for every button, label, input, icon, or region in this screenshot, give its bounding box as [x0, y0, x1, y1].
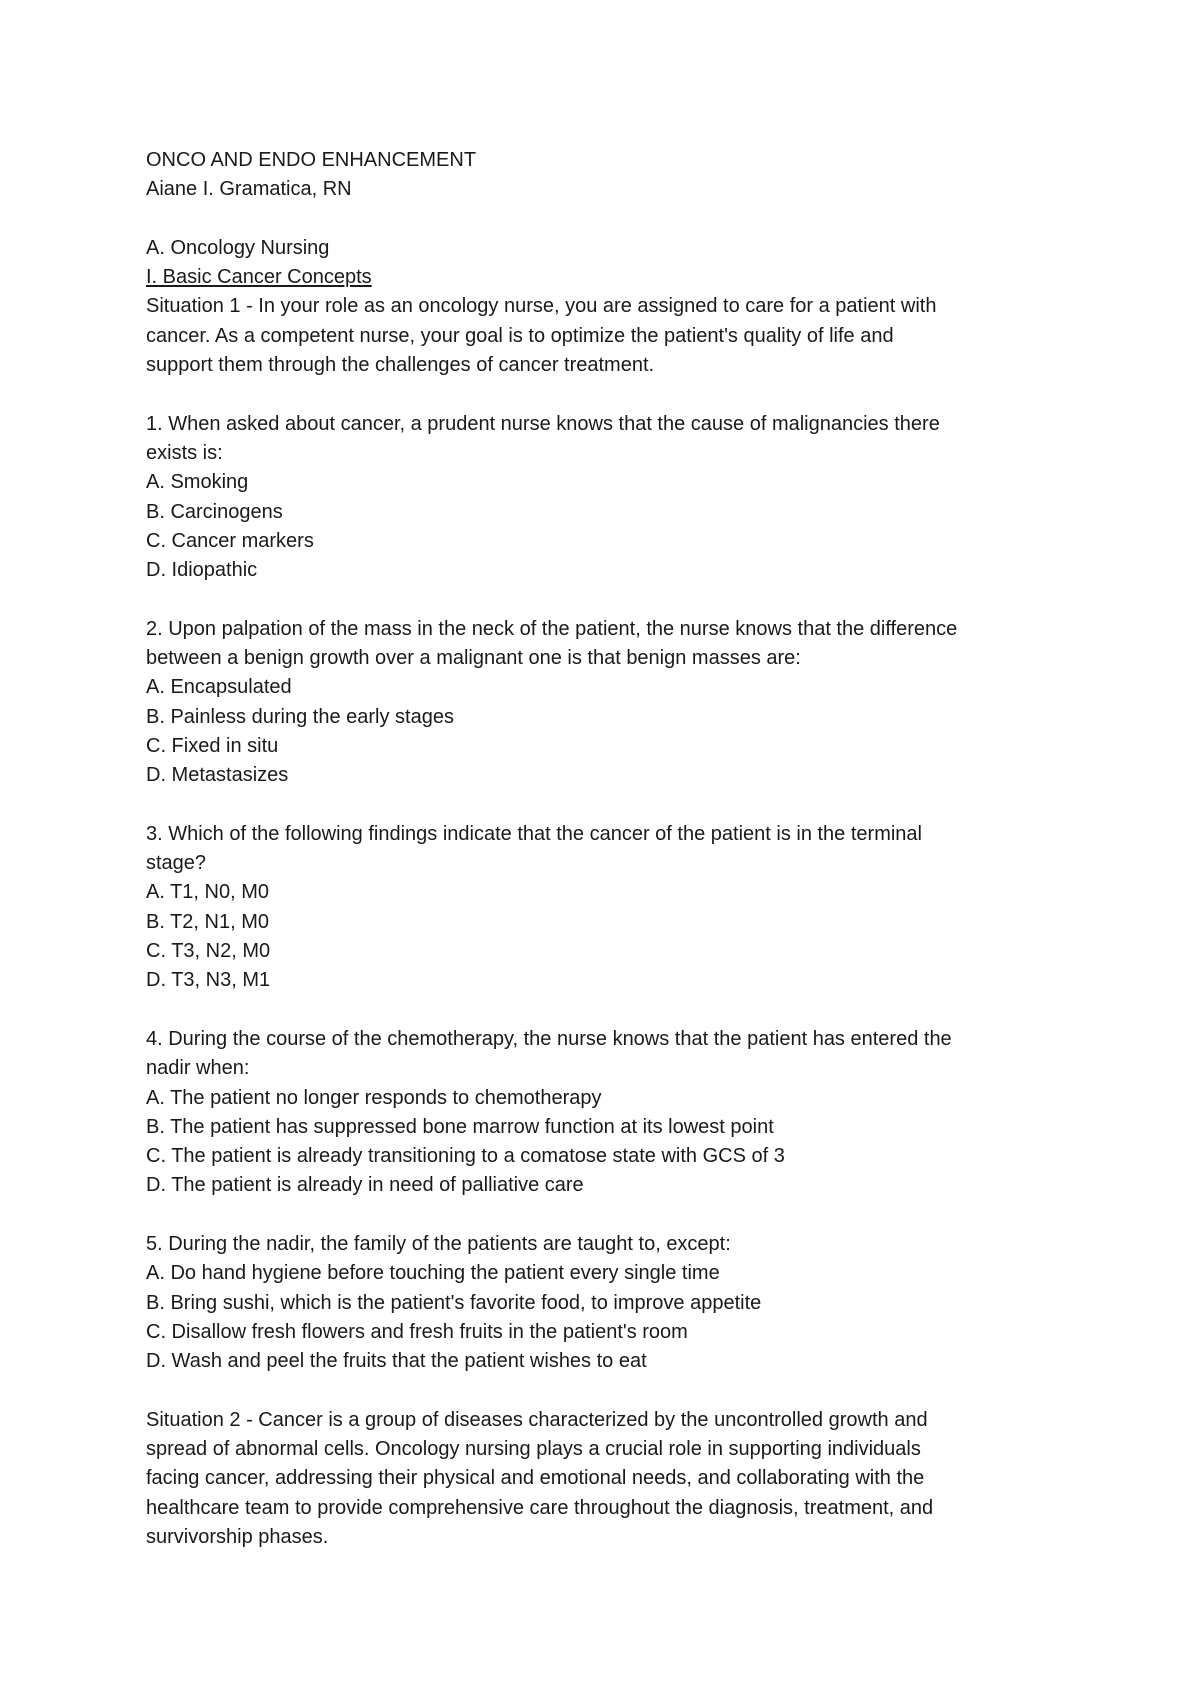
spacer [146, 996, 1066, 1025]
answer-option: A. T1, N0, M0 [146, 881, 270, 904]
situation-line: healthcare team to provide comprehensive care throughout the diagnosis, treatment, and [146, 1496, 934, 1519]
answer-options [146, 1084, 1066, 1201]
answer-option: A. The patient no longer responds to chemotherapy [146, 1086, 602, 1109]
document-author: Aiane I. Gramatica, RN [146, 178, 352, 201]
question-text: 2. Upon palpation of the mass in the neck of the patient, the nurse knows that the difference [146, 617, 958, 640]
answer-option: B. Carcinogens [146, 500, 283, 523]
answer-option: C. Disallow fresh flowers and fresh fruits in the patient's room [146, 1320, 688, 1343]
answer-option: D. T3, N3, M1 [146, 969, 271, 992]
answer-options [146, 1259, 1066, 1376]
subsection-heading: I. Basic Cancer Concepts [146, 266, 372, 289]
spacer [146, 1201, 1066, 1230]
answer-option: B. T2, N1, M0 [146, 910, 270, 933]
question-text: between a benign growth over a malignant one is that benign masses are: [146, 647, 801, 670]
answer-option: D. Idiopathic [146, 559, 258, 582]
answer-option: A. Encapsulated [146, 676, 292, 699]
question-text: stage? [146, 852, 207, 875]
answer-option: A. Do hand hygiene before touching the patient every single time [146, 1262, 720, 1285]
question-2 [146, 615, 1066, 791]
situation-line: cancer. As a competent nurse, your goal is to optimize the patient's quality of life and [146, 324, 894, 347]
answer-option: C. The patient is already transitioning to a comatose state with GCS of 3 [146, 1145, 785, 1168]
situation-2 [146, 1406, 1066, 1552]
question-5 [146, 1230, 1066, 1376]
spacer [146, 205, 1066, 234]
question-text: 5. During the nadir, the family of the patients are taught to, except: [146, 1232, 731, 1255]
answer-options [146, 673, 1066, 790]
answer-option: B. Painless during the early stages [146, 705, 454, 728]
question-1 [146, 410, 1066, 586]
question-text: exists is: [146, 441, 223, 464]
spacer [146, 1376, 1066, 1405]
answer-option: D. Wash and peel the fruits that the patient wishes to eat [146, 1350, 647, 1373]
document-title: ONCO AND ENDO ENHANCEMENT [146, 149, 477, 171]
situation-line: Situation 2 - Cancer is a group of diseases characterized by the uncontrolled growth and [146, 1408, 928, 1431]
answer-option: C. Cancer markers [146, 529, 314, 552]
answer-option: D. Metastasizes [146, 764, 289, 787]
answer-option: B. Bring sushi, which is the patient's favorite food, to improve appetite [146, 1291, 762, 1314]
situation-line: spread of abnormal cells. Oncology nursing plays a crucial role in supporting individuals [146, 1438, 921, 1461]
question-text: 3. Which of the following findings indicate that the cancer of the patient is in the terminal [146, 822, 922, 845]
document-page [146, 146, 1066, 1552]
spacer [146, 791, 1066, 820]
situation-1 [146, 292, 1066, 380]
answer-option: C. Fixed in situ [146, 734, 279, 757]
situation-line: Situation 1 - In your role as an oncology nurse, you are assigned to care for a patient with [146, 295, 937, 318]
spacer [146, 380, 1066, 409]
question-text: 1. When asked about cancer, a prudent nurse knows that the cause of malignancies there [146, 412, 940, 435]
section-heading: A. Oncology Nursing [146, 236, 330, 259]
answer-options [146, 468, 1066, 585]
answer-option: D. The patient is already in need of palliative care [146, 1174, 584, 1197]
answer-option: C. T3, N2, M0 [146, 940, 271, 963]
spacer [146, 585, 1066, 614]
situation-line: support them through the challenges of cancer treatment. [146, 354, 655, 377]
question-text: nadir when: [146, 1057, 250, 1080]
situation-line: facing cancer, addressing their physical and emotional needs, and collaborating with the [146, 1467, 925, 1490]
question-3 [146, 820, 1066, 996]
answer-option: B. The patient has suppressed bone marrow function at its lowest point [146, 1115, 774, 1138]
answer-options [146, 878, 1066, 995]
question-4 [146, 1025, 1066, 1201]
situation-line: survivorship phases. [146, 1525, 329, 1548]
question-text: 4. During the course of the chemotherapy, the nurse knows that the patient has entered the [146, 1027, 952, 1050]
answer-option: A. Smoking [146, 471, 249, 494]
